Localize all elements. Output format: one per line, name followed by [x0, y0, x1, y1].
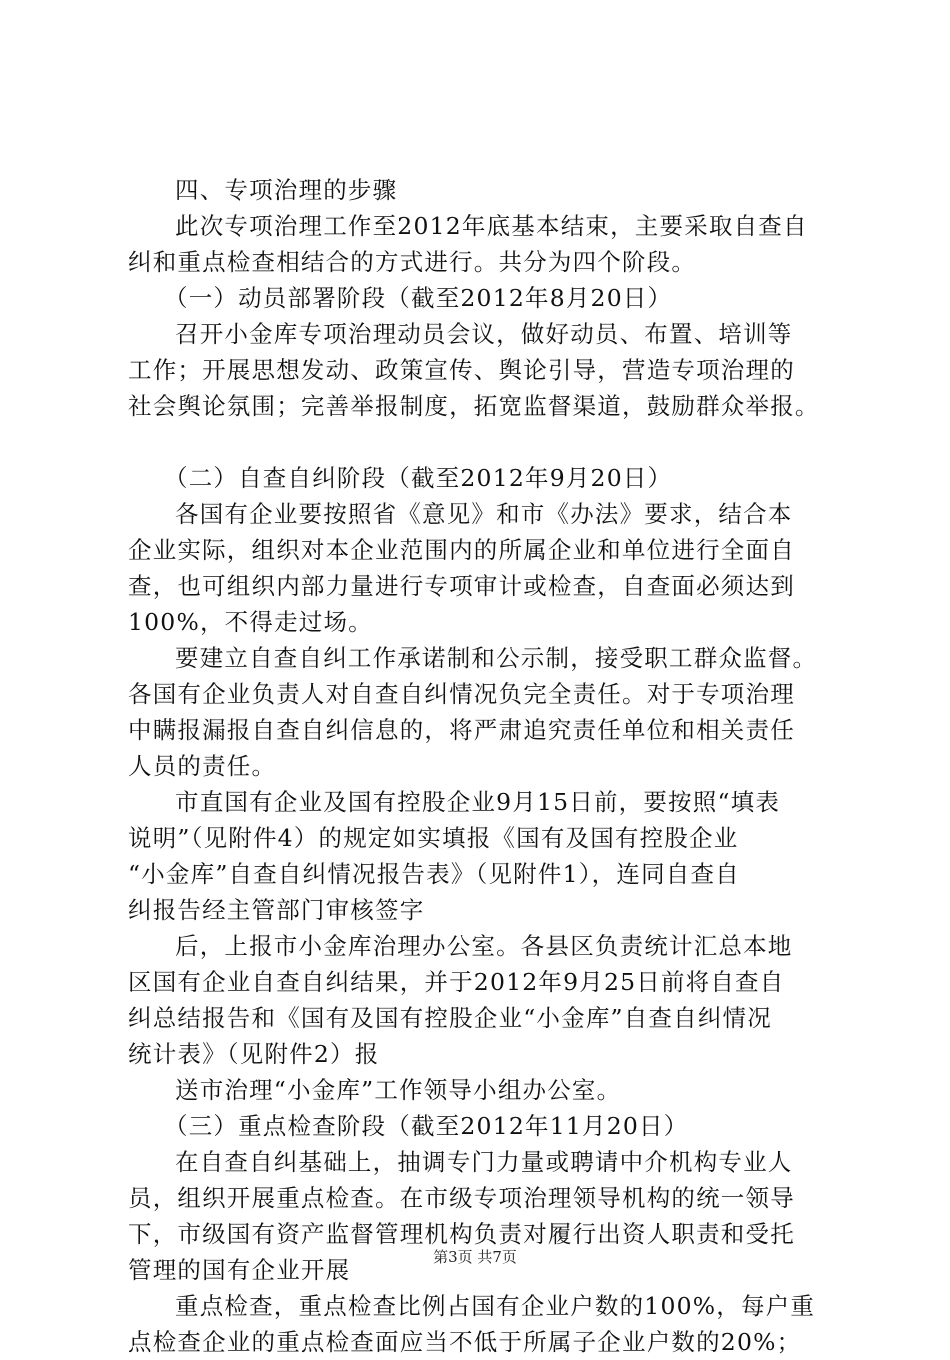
section-heading: 四、专项治理的步骤 — [175, 176, 398, 204]
paragraph-line: 员，组织开展重点检查。在市级专项治理领导机构的统一领导 — [128, 1184, 795, 1212]
paragraph-line: 统计表》（见附件2）报 — [128, 1040, 380, 1068]
paragraph-line: 召开小金库专项治理动员会议，做好动员、布置、培训等 — [175, 320, 793, 348]
paragraph-line: 在自查自纠基础上，抽调专门力量或聘请中介机构专业人 — [175, 1148, 793, 1176]
paragraph-line: 人员的责任。 — [128, 752, 277, 780]
blank-line — [128, 424, 848, 460]
paragraph-line: 此次专项治理工作至2012年底基本结束，主要采取自查自 — [175, 212, 808, 240]
paragraph-line: 要建立自查自纠工作承诺制和公示制，接受职工群众监督。 — [175, 644, 818, 672]
paragraph-line: 管理的国有企业开展 — [128, 1256, 351, 1284]
paragraph-line: 各国有企业要按照省《意见》和市《办法》要求，结合本 — [175, 500, 793, 528]
paragraph-line: 工作；开展思想发动、政策宣传、舆论引导，营造专项治理的 — [128, 356, 795, 384]
paragraph-line: “小金库”自查自纠情况报告表》（见附件1），连同自查自 — [128, 860, 740, 888]
paragraph-line: 社会舆论氛围；完善举报制度，拓宽监督渠道，鼓励群众举报。 — [128, 392, 820, 420]
paragraph-line: 区国有企业自查自纠结果，并于2012年9月25日前将自查自 — [128, 968, 785, 996]
subsection-heading: （一）动员部署阶段（截至2012年8月20日） — [164, 284, 673, 312]
subsection-heading: （二）自查自纠阶段（截至2012年9月20日） — [164, 464, 673, 492]
paragraph-line: 说明”（见附件4）的规定如实填报《国有及国有控股企业 — [128, 824, 739, 852]
paragraph-line: 后，上报市小金库治理办公室。各县区负责统计汇总本地 — [175, 932, 793, 960]
document-body — [128, 172, 848, 1360]
paragraph-line: 纠和重点检查相结合的方式进行。共分为四个阶段。 — [128, 248, 697, 276]
paragraph-line: 100%，不得走过场。 — [128, 608, 373, 636]
page-number-footer: 第3页 共7页 — [433, 1248, 517, 1266]
paragraph-line: 市直国有企业及国有控股企业9月15日前，要按照“填表 — [175, 788, 781, 816]
paragraph-line: 查，也可组织内部力量进行专项审计或检查，自查面必须达到 — [128, 572, 795, 600]
paragraph-line: 企业实际，组织对本企业范围内的所属企业和单位进行全面自 — [128, 536, 795, 564]
paragraph-line: 点检查企业的重点检查面应当不低于所属子企业户数的20%； — [128, 1328, 802, 1356]
paragraph-line: 中瞒报漏报自查自纠信息的，将严肃追究责任单位和相关责任 — [128, 716, 795, 744]
subsection-heading: （三）重点检查阶段（截至2012年11月20日） — [164, 1112, 689, 1140]
paragraph-line: 各国有企业负责人对自查自纠情况负完全责任。对于专项治理 — [128, 680, 795, 708]
paragraph-line: 纠报告经主管部门审核签字 — [128, 896, 425, 924]
paragraph-line: 纠总结报告和《国有及国有控股企业“小金库”自查自纠情况 — [128, 1004, 772, 1032]
paragraph-line: 送市治理“小金库”工作领导小组办公室。 — [175, 1076, 622, 1104]
paragraph-line: 下，市级国有资产监督管理机构负责对履行出资人职责和受托 — [128, 1220, 795, 1248]
paragraph-line: 重点检查，重点检查比例占国有企业户数的100%，每户重 — [175, 1292, 816, 1320]
